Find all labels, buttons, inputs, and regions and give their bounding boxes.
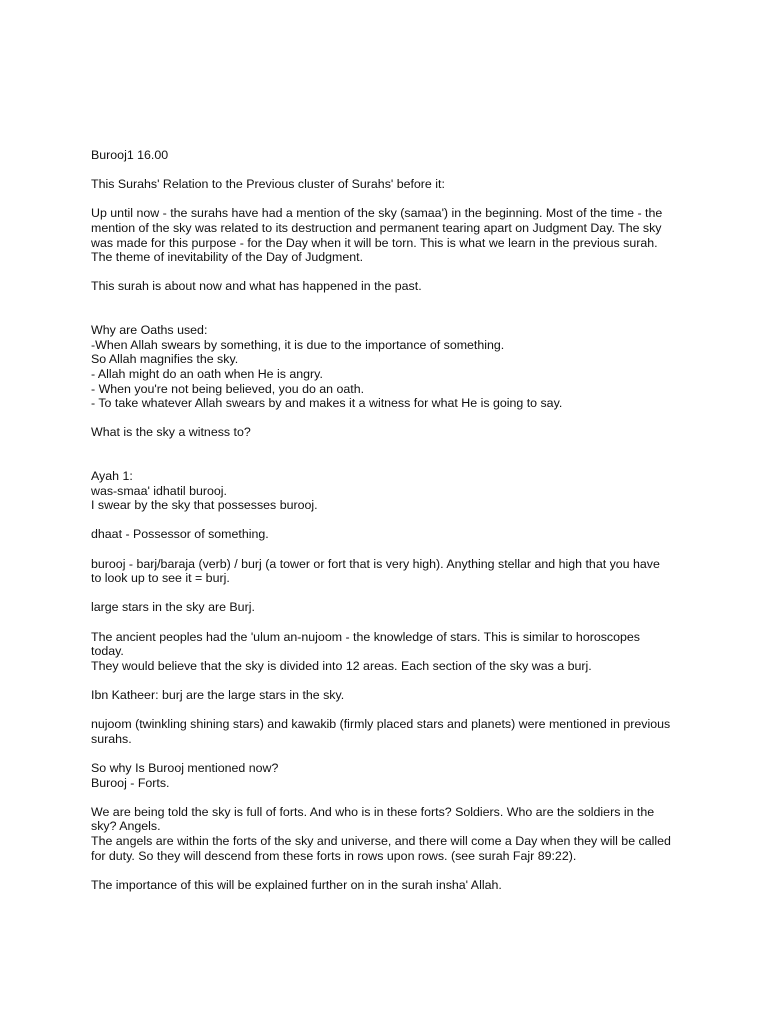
- nujoom-paragraph: nujoom (twinkling shining stars) and kawakib (firmly placed stars and planets) were mentioned in previous surahs.: [91, 717, 671, 746]
- large-stars-line: large stars in the sky are Burj.: [91, 600, 255, 615]
- relation-paragraph: Up until now - the surahs have had a mention of the sky (samaa') in the beginning. Most of the time - the mention of the sky was related to its destruction and permanent tearing apart on Judgment Day. The sky was made for this purpose - for the Day when it will be torn. This is what we learn in the previous surah. The theme of inevitability of the Day of Judgment.: [91, 206, 663, 265]
- why-burooj-section: So why Is Burooj mentioned now? Burooj - Forts.: [91, 760, 279, 790]
- now-past-paragraph: This surah is about now and what has happened in the past.: [91, 279, 422, 294]
- dhaat-definition: dhaat - Possessor of something.: [91, 527, 269, 542]
- document-page: [91, 148, 687, 892]
- burooj-definition: burooj - barj/baraja (verb) / burj (a tower or fort that is very high). Anything stellar and high that you have to look up to see it = burj.: [91, 556, 660, 586]
- forts-paragraph: We are being told the sky is full of forts. And who is in these forts? Soldiers. Who are the soldiers in the sky? Angels. The angels are within the forts of the sky and universe, and there will come a Day when they will be called for duty. So they will descend from these forts in rows upon rows. (see surah Fajr 89:22).: [91, 804, 671, 863]
- ibn-katheer-line: Ibn Katheer: burj are the large stars in the sky.: [91, 687, 345, 702]
- ancient-peoples-paragraph: The ancient peoples had the 'ulum an-nujoom - the knowledge of stars. This is similar to horoscopes today. They would believe that the sky is divided into 12 areas. Each section of the sky was a burj.: [91, 629, 640, 673]
- witness-question: What is the sky a witness to?: [91, 425, 251, 440]
- ayah-section: Ayah 1: was-smaa' idhatil burooj. I swear by the sky that possesses burooj.: [91, 469, 318, 513]
- oaths-section: Why are Oaths used: -When Allah swears by something, it is due to the importance of something. So Allah magnifies the sky. - Allah might do an oath when He is angry. - When you're not being believed, you do an oath. - To take whatever Allah swears by and makes it a witness for what He is going to say.: [91, 323, 563, 411]
- closing-line: The importance of this will be explained further on in the surah insha' Allah.: [91, 877, 502, 892]
- relation-heading: This Surahs' Relation to the Previous cluster of Surahs' before it:: [91, 177, 445, 192]
- title-line: Burooj1 16.00: [91, 148, 169, 162]
